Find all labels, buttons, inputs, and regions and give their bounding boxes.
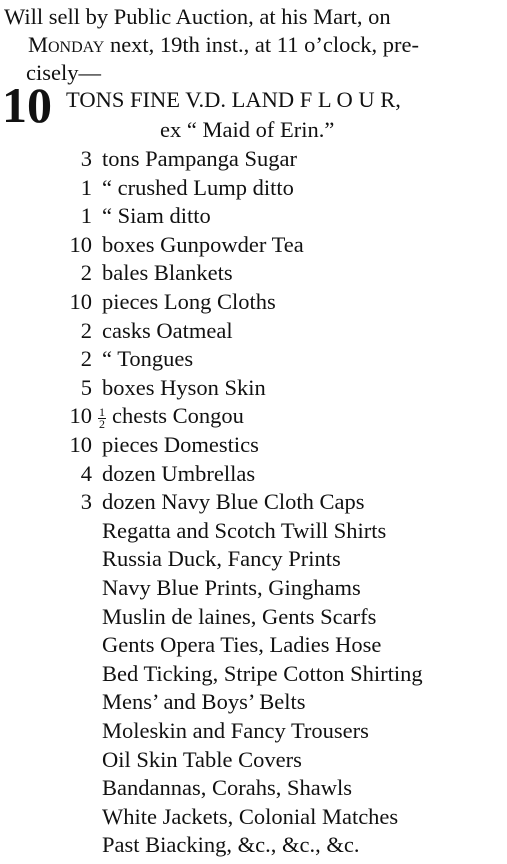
- list-item: [0, 402, 244, 430]
- list-item: [0, 431, 259, 459]
- item-description: “ Tongues: [102, 346, 194, 372]
- list-item: Russia Duck, Fancy Prints: [102, 546, 341, 572]
- list-item: Navy Blue Prints, Ginghams: [102, 575, 361, 600]
- list-item: Muslin de laines, Gents Scarfs: [102, 603, 377, 629]
- fraction-half: [98, 404, 106, 431]
- list-item: [0, 202, 211, 230]
- item-quantity: 10: [69, 432, 92, 457]
- item-description: “ Siam ditto: [102, 203, 211, 229]
- intro-line-2-rest: next, 19th inst., at 11 o’clock, pre-: [104, 32, 420, 57]
- list-item: Past Biacking, &c., &c., &c.: [102, 832, 360, 858]
- list-item: Bed Ticking, Stripe Cotton Shirting: [102, 660, 423, 686]
- list-item: [0, 374, 266, 402]
- headline-big-number: 10: [2, 77, 52, 133]
- list-item: [0, 288, 276, 316]
- item-quantity: 3: [80, 146, 92, 171]
- item-quantity: 3: [80, 489, 92, 515]
- intro-line-3: cisely—: [26, 60, 101, 85]
- list-item: Mens’ and Boys’ Belts: [102, 689, 306, 715]
- item-quantity: 10: [69, 231, 92, 257]
- list-item: Moleskin and Fancy Trousers: [102, 718, 369, 743]
- list-item: Gents Opera Ties, Ladies Hose: [102, 632, 382, 658]
- list-item: [0, 317, 233, 345]
- list-item: [0, 345, 193, 373]
- item-quantity: 2: [80, 317, 92, 343]
- list-item: [0, 259, 233, 287]
- fraction-numerator: 1: [99, 404, 105, 419]
- item-description: boxes Hyson Skin: [102, 374, 266, 400]
- list-item: [0, 231, 304, 259]
- intro-line-2: [4, 31, 419, 59]
- item-description: “ crushed Lump ditto: [102, 174, 294, 200]
- item-quantity: 4: [80, 460, 92, 486]
- list-item: White Jackets, Colonial Matches: [102, 803, 399, 829]
- list-item: [0, 174, 294, 202]
- item-quantity: 5: [80, 374, 92, 400]
- item-quantity: 2: [80, 346, 92, 372]
- item-quantity: 10: [69, 403, 92, 429]
- headline-sub: ex “ Maid of Erin.”: [160, 117, 335, 142]
- list-item: Oil Skin Table Covers: [102, 746, 302, 772]
- headline-text: TONS FINE V.D. LAND F L O U R,: [66, 87, 401, 112]
- intro-line-1: Will sell by Public Auction, at his Mart, on: [4, 4, 391, 29]
- list-item: [0, 460, 255, 488]
- day-name: Monday: [28, 32, 105, 57]
- item-description: dozen Umbrellas: [102, 460, 256, 486]
- item-description: casks Oatmeal: [102, 317, 233, 343]
- item-description: dozen Navy Blue Cloth Caps: [102, 489, 365, 515]
- item-description: bales Blankets: [102, 260, 233, 286]
- fraction-denominator: 2: [99, 416, 105, 431]
- item-description: chests Congou: [112, 403, 244, 429]
- item-description: boxes Gunpowder Tea: [102, 231, 304, 257]
- item-quantity: 10: [69, 289, 92, 314]
- list-item: [0, 145, 297, 173]
- item-quantity: 1: [80, 203, 92, 229]
- item-description: pieces Long Cloths: [102, 289, 276, 314]
- item-quantity: 1: [80, 174, 92, 200]
- item-quantity: 2: [80, 260, 92, 286]
- item-description: pieces Domestics: [102, 432, 259, 457]
- list-item: Bandannas, Corahs, Shawls: [102, 775, 352, 801]
- list-item: [0, 488, 364, 516]
- list-item: Regatta and Scotch Twill Shirts: [102, 517, 387, 543]
- item-description: tons Pampanga Sugar: [102, 146, 297, 171]
